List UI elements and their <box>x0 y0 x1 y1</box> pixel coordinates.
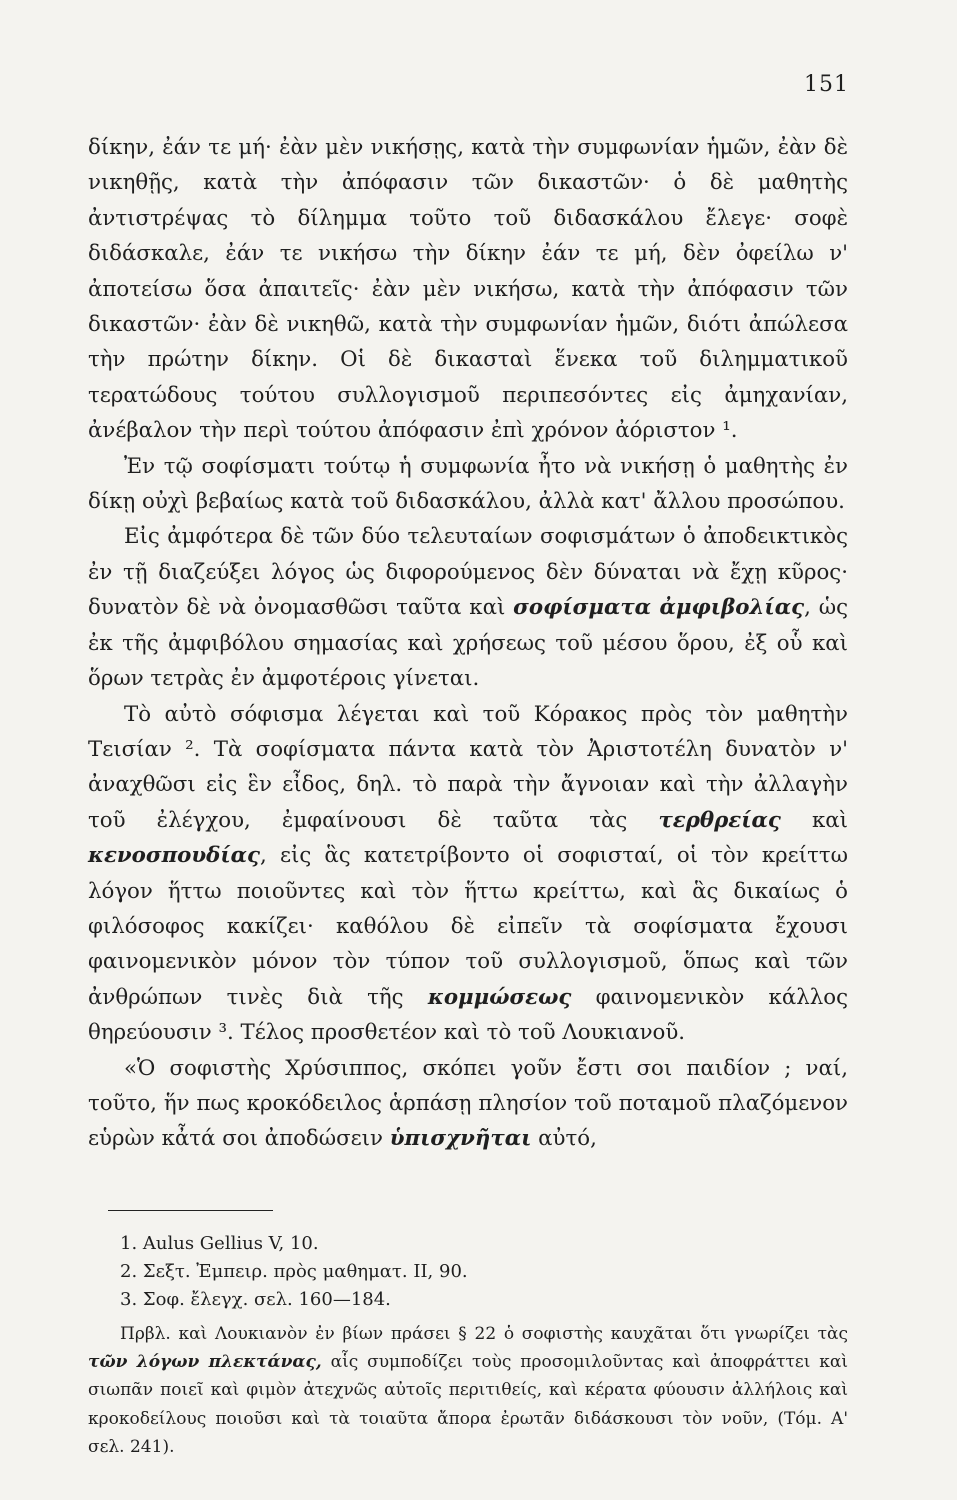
footnote-note <box>88 1320 848 1461</box>
main-text <box>88 130 848 1157</box>
footnote-divider <box>108 1210 273 1211</box>
note-text-a: Πρβλ. καὶ Λουκιανὸν ἐν βίων πράσει § 22 ὁ σοφιστὴς καυχᾶται ὅτι γνωρίζει τὰς <box>120 1324 848 1344</box>
paragraph-5-text-a: «Ὁ σοφιστὴς Χρύσιππος, σκόπει γοῦν ἔστι σοι παιδίον ; ναί, τοῦτο, ἥν πως κροκόδειλος ἁρπάσῃ πλησίον τοῦ ποταμοῦ πλαζόμενον εὑρὼν κἆτά σοι ἀποδώσειν <box>88 1055 848 1152</box>
note-text-c: αἷς συμποδίζει τοὺς προσομιλοῦντας καὶ ἀποφράττει καὶ σιωπᾶν ποιεῖ καὶ φιμὸν ἀτεχνῶς αὐτοῖς περιτιθείς, καὶ κέρατα φύουσιν ἀλλήλοις καὶ κροκοδείλους ποιοῦσι καὶ τὰ τοιαῦτα ἄπορα ἐρωτᾶν διδάσκουσι τὸν νοῦν, (Τόμ. Α' σελ. 241). <box>88 1352 848 1457</box>
paragraph-3 <box>88 519 848 696</box>
emphasis-terthreias: τερθρείας <box>658 807 781 833</box>
paragraph-5 <box>88 1051 848 1157</box>
note-emphasis: τῶν λόγων πλεκτάνας, <box>88 1352 322 1373</box>
paragraph-4-text-c: καὶ <box>780 807 849 833</box>
paragraph-4-text-e: , εἰς ἃς κατετρίβοντο οἱ σοφισταί, οἱ τὸν κρείττω λόγον ἥττω ποιοῦντες καὶ τὸν ἥττω κρείττω, καὶ ἃς δικαίως ὁ φιλόσοφος κακίζει· καθόλου δὲ εἰπεῖν τὰ σοφίσματα ἔχουσι φαινομενικὸν μόνον τὸν τύπον τοῦ συλλογισμοῦ, ὅπως καὶ τῶν ἀνθρώπων τινὲς διὰ τῆς <box>88 843 848 1010</box>
emphasis-kenospoudias: κενοσπουδίας <box>88 843 261 869</box>
paragraph-1: δίκην, ἐάν τε μή· ἐὰν μὲν νικήσῃς, κατὰ τὴν συμφωνίαν ἡμῶν, ἐὰν δὲ νικηθῇς, κατὰ τὴν ἀπόφασιν τῶν δικαστῶν· ὁ δὲ μαθητὴς ἀντιστρέψας τὸ δίλημμα τοῦτο τοῦ διδασκάλου ἔλεγε· σοφὲ διδάσκαλε, ἐάν τε νικήσω τὴν δίκην ἐάν τε μή, δὲν ὀφείλω ν' ἀποτείσω ὅσα ἀπαιτεῖς· ἐὰν μὲν νικήσω, κατὰ τὴν ἀπόφασιν τῶν δικαστῶν· ἐὰν δὲ νικηθῶ, κατὰ τὴν συμφωνίαν ἡμῶν, διότι ἀπώλεσα τὴν πρώτην δίκην. Οἱ δὲ δικασταὶ ἕνεκα τοῦ διλημματικοῦ τερατώδους τούτου συλλογισμοῦ περιπεσόντες εἰς ἀμηχανίαν, ἀνέβαλον τὴν περὶ τούτου ἀπόφασιν ἐπὶ χρόνον ἀόριστον ¹. <box>88 135 848 444</box>
footnote-1: 1. Aulus Gellius V, 10. <box>120 1233 319 1254</box>
paragraph-4-text-a: Τὸ αὐτὸ σόφισμα λέγεται καὶ τοῦ Κόρακος πρὸς τὸν μαθητὴν Τεισίαν ². Τὰ σοφίσματα πάντα κατὰ τὸν Ἀριστοτέλη δυνατὸν ν' ἀναχθῶσι εἰς ἓν εἶδος, δηλ. τὸ παρὰ τὴν ἄγνοιαν καὶ τὴν ἀλλαγὴν τοῦ ἐλέγχου, ἐμφαίνουσι δὲ ταῦτα τὰς <box>88 701 848 833</box>
emphasis-kommoseos: κομμώσεως <box>427 984 572 1010</box>
footnote-3: 3. Σοφ. ἔλεγχ. σελ. 160—184. <box>120 1289 391 1310</box>
paragraph-3-text-a: Εἰς ἀμφότερα δὲ τῶν δύο τελευταίων σοφισμάτων ὁ ἀποδεικτικὸς ἐν τῇ διαζεύξει λόγος ὡς διφορούμενος δὲν δύναται νὰ ἔχῃ κῦρος· δυνατὸν δὲ νὰ ὀνομασθῶσι ταῦτα καὶ <box>88 524 848 621</box>
paragraph-4 <box>88 697 848 1051</box>
paragraph-5-text-c: αὐτό, <box>531 1126 597 1152</box>
emphasis-yposchnetai: ὑπισχνῆται <box>389 1126 532 1152</box>
emphasis-sophismata-amphibolias: σοφίσματα ἀμφιβολίας <box>513 595 805 621</box>
footnotes <box>88 1230 848 1461</box>
paragraph-2: Ἐν τῷ σοφίσματι τούτῳ ἡ συμφωνία ἦτο νὰ νικήσῃ ὁ μαθητὴς ἐν δίκῃ οὐχὶ βεβαίως κατὰ τοῦ διδασκάλου, ἀλλὰ κατ' ἄλλου προσώπου. <box>88 453 848 515</box>
paragraph-4-text-g: φαινομενικὸν κάλλος θηρεύουσιν ³. Τέλος προσθετέον καὶ τὸ τοῦ Λουκιανοῦ. <box>88 984 848 1046</box>
paragraph-3-text-c: , ὡς ἐκ τῆς ἀμφιβόλου σημασίας καὶ χρήσεως τοῦ μέσου ὅρου, ἐξ οὗ καὶ ὅρων τετρὰς ἐν ἀμφοτέροις γίνεται. <box>88 595 848 692</box>
page-number: 151 <box>804 72 849 97</box>
footnote-2: 2. Σεξτ. Ἐμπειρ. πρὸς μαθηματ. II, 90. <box>120 1261 468 1282</box>
